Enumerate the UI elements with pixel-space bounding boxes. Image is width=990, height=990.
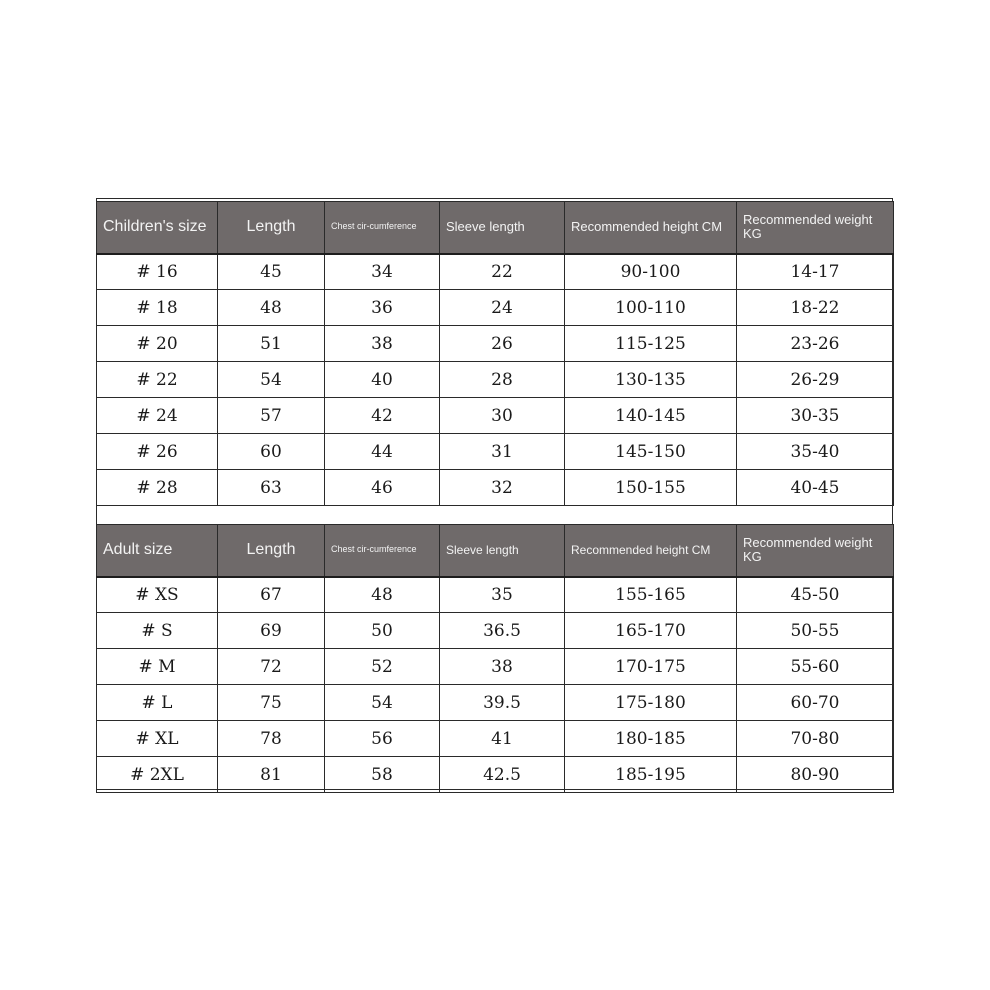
size-cell: # 20 <box>97 326 218 362</box>
weight-cell: 40-45 <box>737 470 894 506</box>
length-cell: 60 <box>218 434 325 470</box>
weight-cell: 26-29 <box>737 362 894 398</box>
length-cell: 69 <box>218 613 325 649</box>
table-row <box>97 326 894 362</box>
header-weight: Recommended weight KG <box>737 202 894 254</box>
height-cell: 115-125 <box>565 326 737 362</box>
chest-cell: 50 <box>325 613 440 649</box>
height-cell: 175-180 <box>565 685 737 721</box>
header-sleeve: Sleeve length <box>440 202 565 254</box>
weight-cell: 30-35 <box>737 398 894 434</box>
size-cell: # L <box>97 685 218 721</box>
chest-cell: 58 <box>325 757 440 793</box>
sleeve-cell: 24 <box>440 290 565 326</box>
chest-cell: 36 <box>325 290 440 326</box>
size-cell: # 16 <box>97 254 218 290</box>
sleeve-cell: 28 <box>440 362 565 398</box>
table-row <box>97 757 894 793</box>
height-cell: 145-150 <box>565 434 737 470</box>
adult-table-body <box>97 577 894 793</box>
header-size: Children's size <box>97 202 218 254</box>
table-row <box>97 649 894 685</box>
children-table-body <box>97 254 894 506</box>
sleeve-cell: 22 <box>440 254 565 290</box>
height-cell: 180-185 <box>565 721 737 757</box>
table-row <box>97 398 894 434</box>
weight-cell: 18-22 <box>737 290 894 326</box>
sleeve-cell: 35 <box>440 577 565 613</box>
size-cell: # S <box>97 613 218 649</box>
height-cell: 130-135 <box>565 362 737 398</box>
height-cell: 185-195 <box>565 757 737 793</box>
length-cell: 63 <box>218 470 325 506</box>
weight-cell: 35-40 <box>737 434 894 470</box>
length-cell: 51 <box>218 326 325 362</box>
table-row <box>97 613 894 649</box>
size-cell: # 24 <box>97 398 218 434</box>
weight-cell: 60-70 <box>737 685 894 721</box>
chest-cell: 48 <box>325 577 440 613</box>
chest-cell: 38 <box>325 326 440 362</box>
length-cell: 78 <box>218 721 325 757</box>
height-cell: 170-175 <box>565 649 737 685</box>
adult-header-row <box>97 525 894 577</box>
adult-size-table <box>96 524 894 793</box>
size-cell: # 22 <box>97 362 218 398</box>
size-cell: # 2XL <box>97 757 218 793</box>
header-height: Recommended height CM <box>565 202 737 254</box>
size-cell: # 26 <box>97 434 218 470</box>
chest-cell: 34 <box>325 254 440 290</box>
table-row <box>97 685 894 721</box>
table-row <box>97 577 894 613</box>
header-chest: Chest cir-cumference <box>325 525 440 577</box>
table-row <box>97 254 894 290</box>
length-cell: 81 <box>218 757 325 793</box>
size-cell: # 18 <box>97 290 218 326</box>
sleeve-cell: 30 <box>440 398 565 434</box>
chest-cell: 40 <box>325 362 440 398</box>
table-row <box>97 470 894 506</box>
length-cell: 54 <box>218 362 325 398</box>
weight-cell: 14-17 <box>737 254 894 290</box>
table-row <box>97 721 894 757</box>
children-size-table <box>96 201 894 506</box>
size-cell: # XL <box>97 721 218 757</box>
table-separator <box>96 505 893 523</box>
sleeve-cell: 31 <box>440 434 565 470</box>
chest-cell: 52 <box>325 649 440 685</box>
size-cell: # 28 <box>97 470 218 506</box>
header-chest: Chest cir-cumference <box>325 202 440 254</box>
sleeve-cell: 32 <box>440 470 565 506</box>
chest-cell: 54 <box>325 685 440 721</box>
size-cell: # M <box>97 649 218 685</box>
header-length: Length <box>218 202 325 254</box>
children-header-row <box>97 202 894 254</box>
sleeve-cell: 38 <box>440 649 565 685</box>
height-cell: 155-165 <box>565 577 737 613</box>
chest-cell: 56 <box>325 721 440 757</box>
length-cell: 67 <box>218 577 325 613</box>
sleeve-cell: 39.5 <box>440 685 565 721</box>
length-cell: 45 <box>218 254 325 290</box>
height-cell: 90-100 <box>565 254 737 290</box>
sleeve-cell: 42.5 <box>440 757 565 793</box>
sleeve-cell: 36.5 <box>440 613 565 649</box>
length-cell: 57 <box>218 398 325 434</box>
sleeve-cell: 41 <box>440 721 565 757</box>
weight-cell: 45-50 <box>737 577 894 613</box>
header-weight: Recommended weight KG <box>737 525 894 577</box>
header-sleeve: Sleeve length <box>440 525 565 577</box>
chest-cell: 44 <box>325 434 440 470</box>
weight-cell: 50-55 <box>737 613 894 649</box>
header-height: Recommended height CM <box>565 525 737 577</box>
header-length: Length <box>218 525 325 577</box>
size-chart <box>96 198 893 790</box>
length-cell: 72 <box>218 649 325 685</box>
table-row <box>97 434 894 470</box>
chest-cell: 42 <box>325 398 440 434</box>
height-cell: 150-155 <box>565 470 737 506</box>
table-row <box>97 362 894 398</box>
size-cell: # XS <box>97 577 218 613</box>
header-size: Adult size <box>97 525 218 577</box>
length-cell: 75 <box>218 685 325 721</box>
weight-cell: 55-60 <box>737 649 894 685</box>
length-cell: 48 <box>218 290 325 326</box>
height-cell: 165-170 <box>565 613 737 649</box>
table-row <box>97 290 894 326</box>
weight-cell: 80-90 <box>737 757 894 793</box>
sleeve-cell: 26 <box>440 326 565 362</box>
height-cell: 140-145 <box>565 398 737 434</box>
weight-cell: 23-26 <box>737 326 894 362</box>
height-cell: 100-110 <box>565 290 737 326</box>
chest-cell: 46 <box>325 470 440 506</box>
weight-cell: 70-80 <box>737 721 894 757</box>
